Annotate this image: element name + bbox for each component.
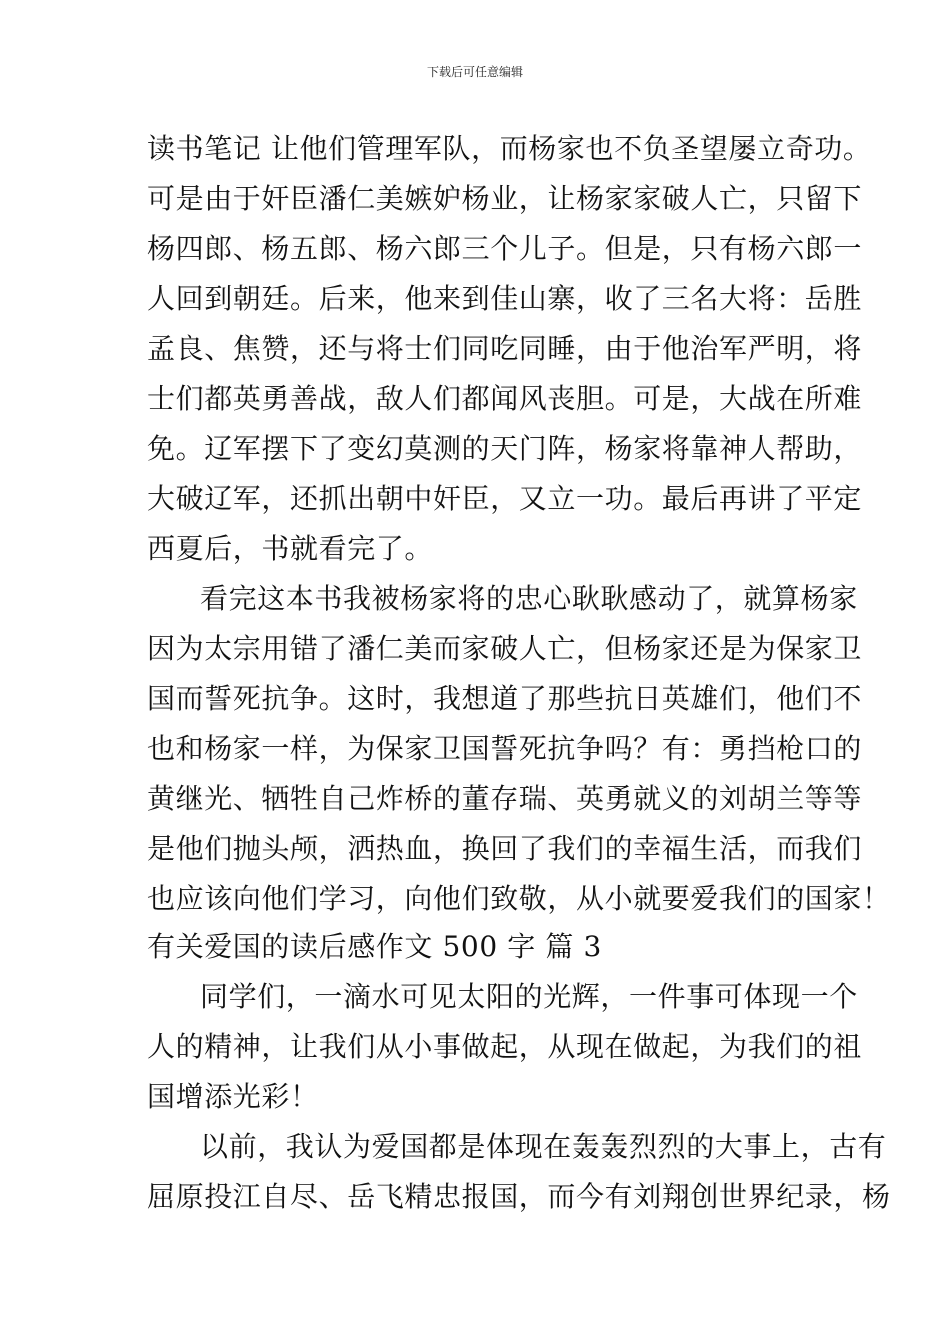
paragraph-first-line: 以前，我认为爱国都是体现在轰轰烈烈的大事上，古有: [200, 1130, 887, 1163]
text-line: 读书笔记 让他们管理军队，而杨家也不负圣望屡立奇功。: [147, 132, 872, 165]
text-line: 人的精神，让我们从小事做起，从现在做起，为我们的祖: [147, 1030, 863, 1063]
text-line: 屈原投江自尽、岳飞精忠报国，而今有刘翔创世界纪录，杨: [147, 1180, 891, 1213]
text-line: 是他们抛头颅，洒热血，换回了我们的幸福生活，而我们: [147, 832, 863, 865]
paragraph-first-line: 同学们，一滴水可见太阳的光辉，一件事可体现一个: [200, 980, 858, 1013]
text-line: 因为太宗用错了潘仁美而家破人亡，但杨家还是为保家卫: [147, 632, 863, 665]
page-header-note: 下载后可任意编辑: [426, 65, 523, 79]
text-line: 可是由于奸臣潘仁美嫉妒杨业，让杨家家破人亡，只留下: [147, 182, 863, 215]
text-line: 国增添光彩！: [147, 1080, 319, 1113]
text-line: 国而誓死抗争。这时，我想道了那些抗日英雄们，他们不: [147, 682, 863, 715]
text-line: 大破辽军，还抓出朝中奸臣，又立一功。最后再讲了平定: [147, 482, 863, 515]
text-line: 也和杨家一样，为保家卫国誓死抗争吗？有：勇挡枪口的: [147, 732, 863, 765]
text-line: 杨四郎、杨五郎、杨六郎三个儿子。但是，只有杨六郎一: [147, 232, 863, 265]
text-line: 西夏后，书就看完了。: [147, 532, 434, 565]
paragraph-first-line: 看完这本书我被杨家将的忠心耿耿感动了，就算杨家: [200, 582, 858, 615]
text-line: 士们都英勇善战，敌人们都闻风丧胆。可是，大战在所难: [147, 382, 863, 415]
text-line: 黄继光、牺牲自己炸桥的董存瑞、英勇就义的刘胡兰等等: [147, 782, 863, 815]
text-line: 免。辽军摆下了变幻莫测的天门阵，杨家将靠神人帮助，: [147, 432, 863, 465]
text-line: 也应该向他们学习，向他们致敬，从小就要爱我们的国家！: [147, 882, 891, 915]
text-line: 孟良、焦赞，还与将士们同吃同睡，由于他治军严明，将: [147, 332, 863, 365]
text-line: 人回到朝廷。后来，他来到佳山寨，收了三名大将：岳胜: [147, 282, 863, 315]
section-heading: 有关爱国的读后感作文 500 字 篇 3: [147, 930, 602, 963]
